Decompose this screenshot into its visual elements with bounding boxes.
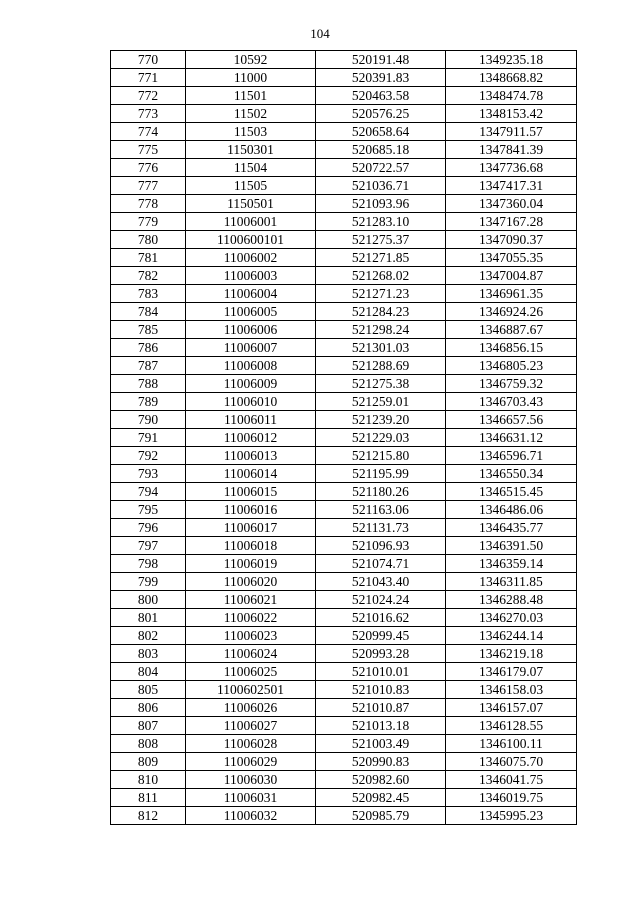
x-coordinate-cell: 521074.71 [316,555,446,573]
y-coordinate-cell: 1346128.55 [446,717,577,735]
point-id-cell: 11006001 [186,213,316,231]
point-id-cell: 11006016 [186,501,316,519]
x-coordinate-cell: 521036.71 [316,177,446,195]
x-coordinate-cell: 521010.83 [316,681,446,699]
point-number-cell: 776 [111,159,186,177]
y-coordinate-cell: 1348668.82 [446,69,577,87]
x-coordinate-cell: 521010.87 [316,699,446,717]
y-coordinate-cell: 1346759.32 [446,375,577,393]
point-number-cell: 789 [111,393,186,411]
table-row [111,357,577,375]
table-row [111,141,577,159]
point-number-cell: 780 [111,231,186,249]
point-number-cell: 810 [111,771,186,789]
table-row [111,339,577,357]
point-id-cell: 11006015 [186,483,316,501]
table-row [111,105,577,123]
table-row [111,501,577,519]
point-number-cell: 811 [111,789,186,807]
x-coordinate-cell: 521288.69 [316,357,446,375]
table-row [111,321,577,339]
point-number-cell: 800 [111,591,186,609]
table-row [111,51,577,69]
y-coordinate-cell: 1346596.71 [446,447,577,465]
table-row [111,393,577,411]
x-coordinate-cell: 521275.37 [316,231,446,249]
point-id-cell: 11006003 [186,267,316,285]
table-row [111,69,577,87]
table-row [111,591,577,609]
point-id-cell: 11006024 [186,645,316,663]
x-coordinate-cell: 520391.83 [316,69,446,87]
x-coordinate-cell: 520722.57 [316,159,446,177]
coordinates-table-body [111,51,577,825]
point-id-cell: 11006028 [186,735,316,753]
point-id-cell: 11505 [186,177,316,195]
point-id-cell: 11006009 [186,375,316,393]
point-id-cell: 11006010 [186,393,316,411]
coordinates-table [110,50,577,825]
point-number-cell: 782 [111,267,186,285]
point-number-cell: 773 [111,105,186,123]
x-coordinate-cell: 521010.01 [316,663,446,681]
table-row [111,807,577,825]
y-coordinate-cell: 1346041.75 [446,771,577,789]
table-row [111,681,577,699]
table-row [111,717,577,735]
y-coordinate-cell: 1346961.35 [446,285,577,303]
x-coordinate-cell: 521268.02 [316,267,446,285]
y-coordinate-cell: 1347911.57 [446,123,577,141]
point-number-cell: 794 [111,483,186,501]
y-coordinate-cell: 1347004.87 [446,267,577,285]
point-number-cell: 807 [111,717,186,735]
table-row [111,609,577,627]
x-coordinate-cell: 520191.48 [316,51,446,69]
x-coordinate-cell: 520576.25 [316,105,446,123]
y-coordinate-cell: 1346075.70 [446,753,577,771]
point-id-cell: 11006023 [186,627,316,645]
table-row [111,537,577,555]
table-row [111,87,577,105]
y-coordinate-cell: 1346311.85 [446,573,577,591]
x-coordinate-cell: 521131.73 [316,519,446,537]
x-coordinate-cell: 520999.45 [316,627,446,645]
point-id-cell: 11503 [186,123,316,141]
y-coordinate-cell: 1346887.67 [446,321,577,339]
x-coordinate-cell: 521298.24 [316,321,446,339]
table-row [111,573,577,591]
y-coordinate-cell: 1347736.68 [446,159,577,177]
y-coordinate-cell: 1347417.31 [446,177,577,195]
point-number-cell: 771 [111,69,186,87]
point-number-cell: 791 [111,429,186,447]
point-id-cell: 11006031 [186,789,316,807]
table-row [111,159,577,177]
point-id-cell: 11006026 [186,699,316,717]
point-number-cell: 792 [111,447,186,465]
y-coordinate-cell: 1346805.23 [446,357,577,375]
point-id-cell: 11006025 [186,663,316,681]
x-coordinate-cell: 521180.26 [316,483,446,501]
y-coordinate-cell: 1346244.14 [446,627,577,645]
point-id-cell: 11006032 [186,807,316,825]
x-coordinate-cell: 520685.18 [316,141,446,159]
x-coordinate-cell: 521229.03 [316,429,446,447]
y-coordinate-cell: 1346359.14 [446,555,577,573]
y-coordinate-cell: 1346657.56 [446,411,577,429]
point-id-cell: 11006017 [186,519,316,537]
table-row [111,555,577,573]
point-id-cell: 11006029 [186,753,316,771]
table-row [111,411,577,429]
x-coordinate-cell: 520658.64 [316,123,446,141]
table-row [111,213,577,231]
point-number-cell: 795 [111,501,186,519]
page-number: 104 [310,26,330,41]
x-coordinate-cell: 521003.49 [316,735,446,753]
y-coordinate-cell: 1346158.03 [446,681,577,699]
y-coordinate-cell: 1347055.35 [446,249,577,267]
x-coordinate-cell: 521013.18 [316,717,446,735]
table-row [111,249,577,267]
point-id-cell: 1150501 [186,195,316,213]
x-coordinate-cell: 521284.23 [316,303,446,321]
point-id-cell: 10592 [186,51,316,69]
point-number-cell: 790 [111,411,186,429]
y-coordinate-cell: 1346486.06 [446,501,577,519]
table-row [111,483,577,501]
point-number-cell: 798 [111,555,186,573]
table-row [111,123,577,141]
table-row [111,663,577,681]
point-number-cell: 808 [111,735,186,753]
point-id-cell: 11006014 [186,465,316,483]
point-id-cell: 11006012 [186,429,316,447]
y-coordinate-cell: 1346631.12 [446,429,577,447]
x-coordinate-cell: 520982.45 [316,789,446,807]
point-number-cell: 788 [111,375,186,393]
y-coordinate-cell: 1346924.26 [446,303,577,321]
x-coordinate-cell: 521163.06 [316,501,446,519]
x-coordinate-cell: 521283.10 [316,213,446,231]
point-number-cell: 786 [111,339,186,357]
x-coordinate-cell: 521301.03 [316,339,446,357]
x-coordinate-cell: 521024.24 [316,591,446,609]
y-coordinate-cell: 1348153.42 [446,105,577,123]
x-coordinate-cell: 521215.80 [316,447,446,465]
table-row [111,465,577,483]
y-coordinate-cell: 1346288.48 [446,591,577,609]
table-row [111,519,577,537]
x-coordinate-cell: 521239.20 [316,411,446,429]
point-id-cell: 1100602501 [186,681,316,699]
point-number-cell: 781 [111,249,186,267]
y-coordinate-cell: 1346391.50 [446,537,577,555]
point-number-cell: 806 [111,699,186,717]
point-number-cell: 801 [111,609,186,627]
y-coordinate-cell: 1346703.43 [446,393,577,411]
point-number-cell: 809 [111,753,186,771]
point-id-cell: 11006021 [186,591,316,609]
table-row [111,699,577,717]
table-row [111,177,577,195]
table-row [111,429,577,447]
table-row [111,753,577,771]
y-coordinate-cell: 1347360.04 [446,195,577,213]
point-number-cell: 783 [111,285,186,303]
y-coordinate-cell: 1346157.07 [446,699,577,717]
x-coordinate-cell: 521016.62 [316,609,446,627]
x-coordinate-cell: 521271.85 [316,249,446,267]
point-id-cell: 11006007 [186,339,316,357]
point-id-cell: 11502 [186,105,316,123]
x-coordinate-cell: 520982.60 [316,771,446,789]
y-coordinate-cell: 1347090.37 [446,231,577,249]
point-number-cell: 799 [111,573,186,591]
y-coordinate-cell: 1346856.15 [446,339,577,357]
point-number-cell: 802 [111,627,186,645]
point-number-cell: 805 [111,681,186,699]
point-number-cell: 793 [111,465,186,483]
point-number-cell: 778 [111,195,186,213]
point-number-cell: 775 [111,141,186,159]
table-row [111,771,577,789]
point-id-cell: 11006005 [186,303,316,321]
table-row [111,735,577,753]
y-coordinate-cell: 1346550.34 [446,465,577,483]
point-number-cell: 804 [111,663,186,681]
y-coordinate-cell: 1346270.03 [446,609,577,627]
y-coordinate-cell: 1348474.78 [446,87,577,105]
point-id-cell: 11504 [186,159,316,177]
point-id-cell: 1150301 [186,141,316,159]
x-coordinate-cell: 521093.96 [316,195,446,213]
table-row [111,375,577,393]
point-number-cell: 770 [111,51,186,69]
x-coordinate-cell: 521096.93 [316,537,446,555]
point-number-cell: 784 [111,303,186,321]
y-coordinate-cell: 1345995.23 [446,807,577,825]
table-row [111,231,577,249]
point-id-cell: 11006018 [186,537,316,555]
x-coordinate-cell: 521195.99 [316,465,446,483]
x-coordinate-cell: 521259.01 [316,393,446,411]
point-id-cell: 11006027 [186,717,316,735]
table-row [111,627,577,645]
point-number-cell: 774 [111,123,186,141]
point-number-cell: 785 [111,321,186,339]
x-coordinate-cell: 521275.38 [316,375,446,393]
y-coordinate-cell: 1346100.11 [446,735,577,753]
point-number-cell: 772 [111,87,186,105]
table-row [111,447,577,465]
point-number-cell: 803 [111,645,186,663]
x-coordinate-cell: 520463.58 [316,87,446,105]
point-id-cell: 11006006 [186,321,316,339]
point-number-cell: 796 [111,519,186,537]
y-coordinate-cell: 1346019.75 [446,789,577,807]
point-id-cell: 11501 [186,87,316,105]
table-row [111,267,577,285]
point-id-cell: 11006020 [186,573,316,591]
y-coordinate-cell: 1346435.77 [446,519,577,537]
y-coordinate-cell: 1347841.39 [446,141,577,159]
table-row [111,789,577,807]
y-coordinate-cell: 1346515.45 [446,483,577,501]
table-row [111,645,577,663]
point-number-cell: 787 [111,357,186,375]
point-id-cell: 11006008 [186,357,316,375]
point-id-cell: 1100600101 [186,231,316,249]
y-coordinate-cell: 1347167.28 [446,213,577,231]
point-number-cell: 797 [111,537,186,555]
point-number-cell: 812 [111,807,186,825]
table-row [111,285,577,303]
x-coordinate-cell: 520990.83 [316,753,446,771]
point-id-cell: 11006013 [186,447,316,465]
point-id-cell: 11006002 [186,249,316,267]
point-id-cell: 11006011 [186,411,316,429]
y-coordinate-cell: 1346219.18 [446,645,577,663]
point-id-cell: 11006022 [186,609,316,627]
point-number-cell: 777 [111,177,186,195]
point-number-cell: 779 [111,213,186,231]
table-row [111,303,577,321]
x-coordinate-cell: 521043.40 [316,573,446,591]
point-id-cell: 11000 [186,69,316,87]
x-coordinate-cell: 520993.28 [316,645,446,663]
point-id-cell: 11006004 [186,285,316,303]
x-coordinate-cell: 520985.79 [316,807,446,825]
table-row [111,195,577,213]
y-coordinate-cell: 1349235.18 [446,51,577,69]
y-coordinate-cell: 1346179.07 [446,663,577,681]
x-coordinate-cell: 521271.23 [316,285,446,303]
point-id-cell: 11006019 [186,555,316,573]
point-id-cell: 11006030 [186,771,316,789]
